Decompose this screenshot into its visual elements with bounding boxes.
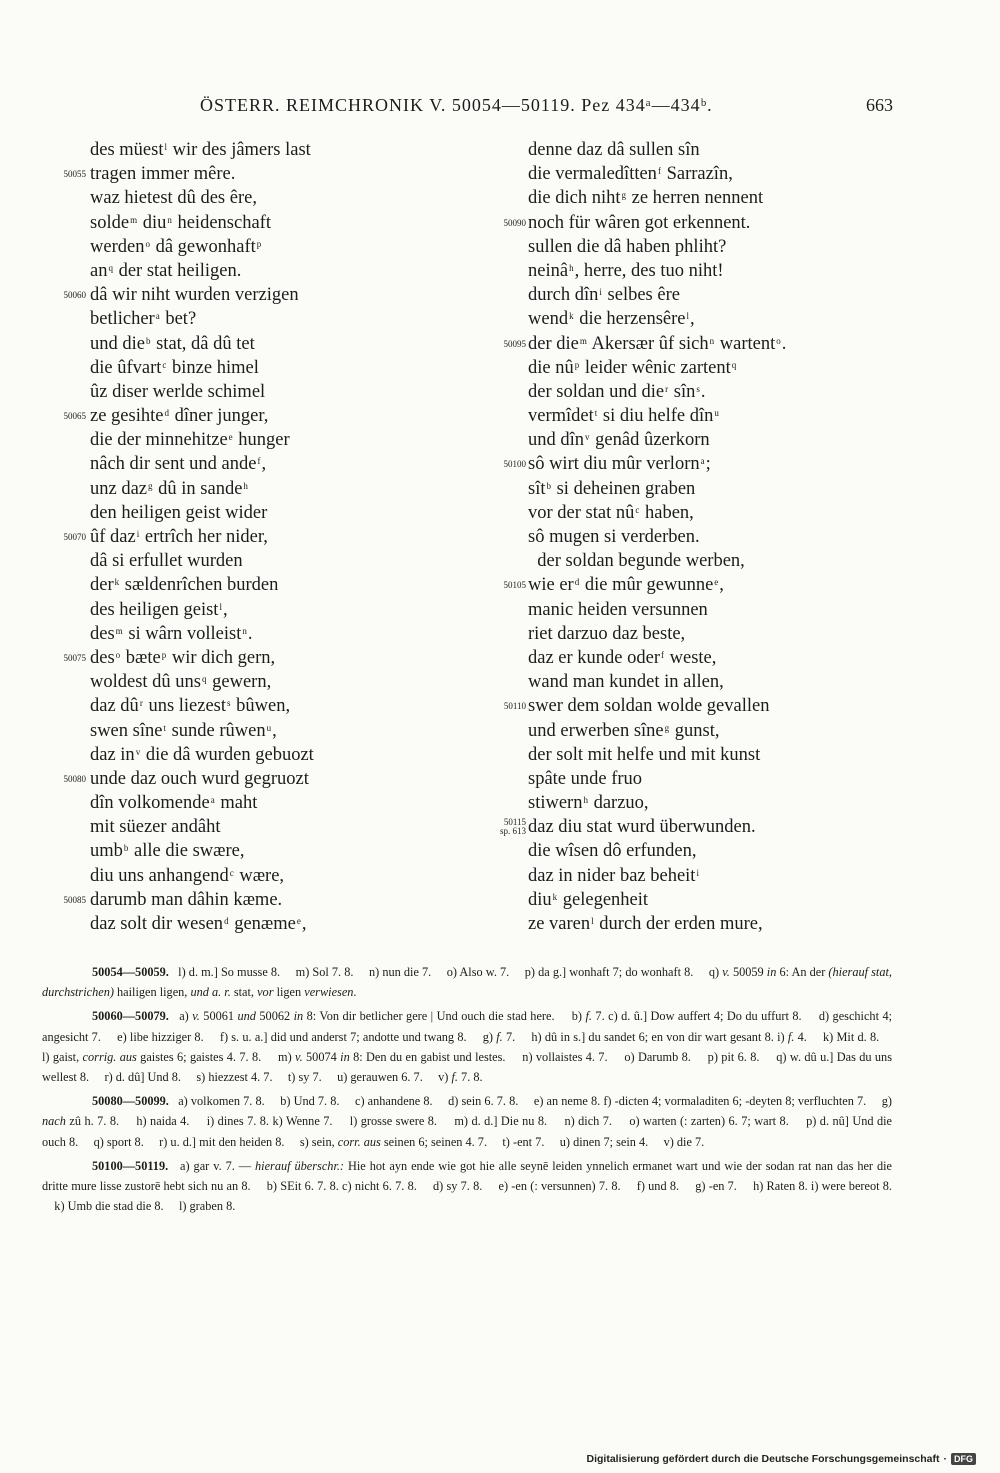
line-number: 50080 [63, 773, 86, 784]
verse-text: nâch dir sent und ande$^f$, [90, 454, 267, 475]
verse-line [480, 888, 920, 912]
verse-line [40, 162, 440, 186]
verse-line [480, 332, 920, 356]
verse-text: vermîdet$^t$ si diu helfe dîn$^u$ [528, 406, 719, 427]
verse-text: wand man kundet in allen, [528, 672, 724, 693]
footer-credit-text: Digitalisierung gefördert durch die Deutsche Forschungsgemeinschaft [586, 1453, 940, 1465]
note-text: l) d. m.] So musse 8. m) Sol 7. 8. n) nun die 7. o) Also w. 7. p) da g.] wonhaft 7; do wonhaft 8. q) v. 50059 in 6: An der (hierauf stat, durchstrichen) hailigen ligen, und a. r. stat, vor ligen verwiesen. [42, 965, 892, 1000]
verse-text: unde daz ouch wurd gegruozt [90, 768, 309, 789]
verse-text: sît$^b$ si deheinen graben [528, 478, 696, 499]
verse-text: betlicher$^a$ bet? [90, 309, 197, 330]
verse-text: tragen immer mêre. [90, 164, 236, 185]
verse-text: des$^o$ bæte$^p$ wir dich gern, [90, 647, 276, 668]
verse-line [40, 839, 440, 863]
verse-line [480, 404, 920, 428]
verse-text: diu$^k$ gelegenheit [528, 889, 649, 910]
verse-text: die $nû^p$ leider wênic zartent$^q$ [528, 357, 737, 378]
verse-text: daz er kunde oder$^f$ weste, [528, 647, 717, 668]
verse-text: den heiligen geist wider [90, 502, 268, 523]
line-number: 50095 [503, 338, 526, 349]
running-header [0, 95, 1000, 125]
note-range: 50054—50059. [92, 965, 169, 979]
verse-line [480, 622, 920, 646]
note-block [42, 1091, 892, 1152]
verse-text: diu uns anhangend$^c$ wære, [90, 865, 285, 886]
verse-text: vor der stat $nû^c$ haben, [528, 502, 694, 523]
verse-text: der die$^m$ Akersær ûf sich$^n$ wartent$^o$. [528, 333, 787, 354]
verse-text: daz $in^v$ die dâ wurden gebuozt [90, 744, 314, 765]
verse-line [480, 259, 920, 283]
note-range: 50060—50079. [92, 1009, 169, 1024]
verse-text: der$^k$ sældenrîchen burden [90, 575, 279, 596]
verse-text: ze varen$^l$ durch der erden mure, [528, 914, 763, 934]
verse-line [40, 356, 440, 380]
running-title: ÖSTERR. REIMCHRONIK V. 50054—50119. Pez 434ᵃ—434ᵇ. [200, 95, 713, 115]
verse-text: die ûfvart$^c$ binze himel [90, 357, 259, 378]
verse-text: der soldan begunde werben, [528, 551, 745, 572]
verse-line [480, 791, 920, 815]
verse-text: daz $dû^r$ uns liezest$^s$ bûwen, [90, 696, 291, 717]
note-range: 50100—50119. [92, 1158, 169, 1173]
verse-line [480, 211, 920, 235]
verse-line [480, 307, 920, 331]
verse-text: neinâ$^h$, herre, des tuo niht! [528, 260, 724, 281]
verse-line [40, 598, 440, 622]
verse-line [40, 138, 440, 162]
verse-line [40, 380, 440, 404]
verse-text: ûz diser werlde schimel [90, 381, 266, 402]
verse-line [40, 283, 440, 307]
page-number: 663 [866, 95, 893, 115]
line-number: 50100 [503, 459, 526, 470]
verse-line [40, 549, 440, 573]
verse-line [480, 235, 920, 259]
verse-column-left [40, 138, 440, 936]
verse-text: und die$^b$ stat, dâ dû tet [90, 333, 255, 354]
verse-line [480, 694, 920, 718]
verse-line [480, 598, 920, 622]
verse-line [40, 864, 440, 888]
verse-text: manic heiden versunnen [528, 599, 708, 620]
verse-line [40, 719, 440, 743]
verse-text: stiwern$^h$ darzuo, [528, 793, 649, 814]
verse-text: noch für wâren got erkennent. [528, 212, 751, 233]
verse-text: solde$^m$ diu$^n$ heidenschaft [90, 212, 271, 233]
verse-text: spâte unde fruo [528, 768, 643, 789]
verse-text: darumb man dâhin kæme. [90, 889, 283, 910]
verse-text: die wîsen dô erfunden, [528, 841, 697, 862]
line-number: 50085 [63, 894, 86, 905]
verse-line [40, 912, 440, 936]
verse-line [480, 767, 920, 791]
line-number: 50075 [63, 652, 86, 663]
verse-line [40, 694, 440, 718]
verse-line [40, 428, 440, 452]
note-block [42, 1156, 892, 1217]
verse-text: umb$^b$ alle die swære, [90, 841, 245, 862]
apparatus-notes [42, 962, 892, 1220]
verse-text: die dich niht$^g$ ze herren nennent [528, 188, 764, 209]
verse-line [40, 791, 440, 815]
verse-line [40, 211, 440, 235]
verse-text: daz diu stat wurd überwunden. [528, 817, 756, 838]
dfg-logo: DFG [951, 1453, 976, 1465]
verse-line [40, 815, 440, 839]
verse-text: der solt mit helfe und mit kunst [528, 744, 761, 765]
verse-line [480, 501, 920, 525]
verse-text: werden$^o$ dâ gewonhaft$^p$ [90, 236, 262, 257]
verse-line [40, 186, 440, 210]
verse-line [40, 622, 440, 646]
verse-line [40, 477, 440, 501]
verse-line [480, 428, 920, 452]
line-number: 50060 [63, 290, 86, 301]
verse-text: daz solt dir wesen$^d$ genæme$^e$, [90, 914, 307, 934]
line-number: 50070 [63, 532, 86, 542]
verse-line [40, 404, 440, 428]
verse-text: swen sîne$^t$ sunde rûwen$^u$, [90, 720, 277, 741]
verse-text: swer dem soldan wolde gevallen [528, 696, 770, 717]
verse-text: sô mugen si verderben. [528, 527, 700, 547]
verse-line [40, 307, 440, 331]
line-number: 50055 [63, 169, 86, 180]
verse-line [480, 839, 920, 863]
verse-line [40, 573, 440, 597]
verse-line [40, 743, 440, 767]
verse-text: ze gesihte$^d$ dîner junger, [90, 406, 269, 427]
verse-text: des$^m$ si wârn volleist$^n$. [90, 623, 253, 644]
verse-line [480, 525, 920, 549]
verse-line [480, 719, 920, 743]
verse-line [40, 332, 440, 356]
verse-line [480, 162, 920, 186]
verse-text: die der minnehitze$^e$ hunger [90, 430, 290, 451]
verse-line [480, 573, 920, 597]
note-block [42, 962, 892, 1002]
verse-line [40, 235, 440, 259]
verse-text: denne daz dâ sullen sîn [528, 140, 700, 160]
verse-text: und erwerben sîne$^g$ gunst, [528, 720, 720, 741]
verse-line [480, 186, 920, 210]
verse-line [40, 767, 440, 791]
footer-credit: Digitalisierung gefördert durch die Deutsche Forschungsgemeinschaft · DFG [587, 1453, 976, 1465]
verse-line [480, 283, 920, 307]
line-number: 50105 [503, 580, 526, 591]
verse-line [480, 138, 920, 162]
verse-line [480, 452, 920, 476]
verse-text: sullen die dâ haben phliht? [528, 236, 727, 257]
verse-line [480, 912, 920, 936]
verse-text: die vermaledîtten$^f$ Sarrazîn, [528, 164, 733, 185]
verse-line [40, 501, 440, 525]
verse-line [40, 888, 440, 912]
verse-line [480, 670, 920, 694]
verse-text: durch dîn$^i$ selbes êre [528, 285, 680, 306]
verse-text: mit süezer andâht [90, 817, 221, 838]
verse-text: sô wirt diu mûr verlorn$^a$; [528, 454, 711, 475]
verse-line [480, 549, 920, 573]
verse-line [480, 815, 920, 839]
verse-line [480, 380, 920, 404]
verse-text: waz hietest dû des êre, [90, 188, 257, 209]
line-number: 50110 [503, 701, 526, 712]
line-number: 50065 [63, 411, 86, 422]
note-text: a) volkomen 7. 8. b) Und 7. 8. c) anhandene 8. d) sein 6. 7. 8. e) an neme 8. f) -dicten 4; vormaladiten 6; -deyten 8; verfluchten 7. g) nach zû h. 7. 8. h) naida 4. i) dines 7. 8. k) Wenne 7. l) grosse swere 8. m) d. d.] Die nu 8. n) dich 7. o) warten (: zarten) 6. 7; wart 8. p) d. nû] Und die ouch 8. q) sport 8. r) u. d.] mit den heiden 8. s) sein, corr. aus seinen 6; seinen 4. 7. t) -ent 7. u) dinen 7; sein 4. v) die 7. [42, 1094, 892, 1149]
verse-text: $an^q$ der stat heiligen. [90, 260, 242, 281]
verse-text: daz in nider baz beheit$^i$ [528, 865, 699, 886]
verse-text: wend$^k$ die herzensêre$^l$, [528, 309, 695, 330]
note-block [42, 1006, 892, 1087]
verse-text: der soldan und die$^r$ sîn$^s$. [528, 381, 706, 402]
verse-line [40, 525, 440, 549]
line-number: 50090 [503, 217, 526, 228]
verse-line [40, 259, 440, 283]
verse-text: dâ wir niht wurden verzigen [90, 285, 299, 306]
verse-text: des müest$^l$ wir des jâmers last [90, 140, 311, 160]
verse-line [40, 646, 440, 670]
verse-column-right [480, 138, 920, 936]
verse-line [480, 864, 920, 888]
note-range: 50080—50099. [92, 1094, 169, 1109]
verse-line [480, 477, 920, 501]
verse-line [40, 452, 440, 476]
verse-text: wie $er^d$ die mûr gewunne$^e$, [528, 575, 724, 596]
verse-text: ûf daz$^i$ ertrîch her nider, [90, 527, 268, 547]
verse-text: des heiligen geist$^l$, [90, 599, 228, 620]
verse-line [480, 743, 920, 767]
verse-line [480, 356, 920, 380]
line-number: 50115 sp. 613 [499, 817, 526, 837]
verse-text: woldest dû uns$^q$ gewern, [90, 672, 272, 693]
note-text: a) v. 50061 und 50062 in 8: Von dir betlicher gere | Und ouch die stad here. b) f. 7. c) d. û.] Dow auffert 4; Do du uffurt 8. d) geschicht 4; angesicht 7. e) libe hizziger 8. f) s. u. a.] did und anderst 7; andotte und twang 8. g) f. 7. h) dû in s.] du sandet 6; en von dir wart gesant 8. i) f. 4. k) Mit d. 8. l) gaist, corrig. aus gaistes 6; gaistes 4. 7. 8. m) v. 50074 in 8: Den du en gabist und lestes. n) vollaistes 4. 7. o) Darumb 8. p) pit 6. 8. q) w. dû u.] Das du uns wellest 8. r) d. dû] Und 8. s) hiezzest 4. 7. t) sy 7. u) gerauwen 6. 7. v) f. 7. 8. [42, 1009, 893, 1085]
verse-line [40, 670, 440, 694]
verse-text: riet darzuo daz beste, [528, 623, 686, 644]
verse-text: dâ si erfullet wurden [90, 551, 243, 572]
verse-text: und dîn$^v$ genâd ûzerkorn [528, 430, 710, 451]
verse-text: unz daz$^g$ dû in sande$^h$ [90, 478, 248, 499]
note-text: a) gar v. 7. — hierauf überschr.: Hie hot ayn ende wie got hie alle seynē leiden ynnelich ermanet wart und wie der sodan rat nan das her die dritte mure lisse zustorē hebt sich nu an 8. b) SEit 6. 7. 8. c) nicht 6. 7. 8. d) sy 7. 8. e) -en (: versunnen) 7. 8. f) und 8. g) -en 7. h) Raten 8. i) were bereot 8. k) Umb die stad die 8. l) graben 8. [42, 1158, 893, 1214]
verse-text: dîn volkomende$^a$ maht [90, 793, 258, 814]
verse-line [480, 646, 920, 670]
